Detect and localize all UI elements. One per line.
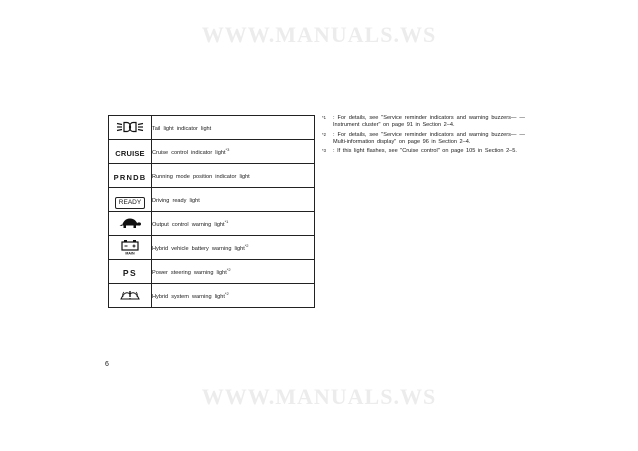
row-label: Driving ready light — [152, 188, 315, 212]
table-row — [109, 284, 315, 308]
footnote-text: : If this light flashes, see "Cruise control" on page 105 in Section 2–5. — [333, 148, 517, 155]
hybrid-system-icon-cell — [109, 284, 152, 308]
cruise-icon: CRUISE — [115, 148, 145, 158]
footnote — [322, 148, 525, 155]
indicator-table — [108, 115, 315, 308]
table-row — [109, 212, 315, 236]
footnotes — [322, 115, 525, 157]
hybrid-system-icon — [119, 288, 141, 302]
ready-icon-cell — [109, 188, 152, 212]
battery-icon-cell — [109, 236, 152, 260]
table-row — [109, 236, 315, 260]
watermark-bottom: WWW.MANUALS.WS — [201, 384, 437, 409]
battery-icon-label: MAIN — [125, 251, 135, 256]
turtle-icon — [119, 217, 141, 229]
tail-light-icon — [116, 121, 144, 133]
power-steering-icon-cell — [109, 260, 152, 284]
row-label: Hybrid system warning light$^{*2}$ — [152, 284, 315, 308]
battery-icon — [120, 239, 140, 255]
footnote-mark: *3 — [322, 148, 326, 154]
watermark-top: WWW.MANUALS.WS — [201, 22, 437, 47]
table-row — [109, 188, 315, 212]
turtle-icon-cell — [109, 212, 152, 236]
footnote-mark: *2 — [322, 131, 326, 137]
table-row — [109, 140, 315, 164]
footnote-text: : For details, see "Service reminder indicators and warning buzzers— —Multi-information display" on page 96 in Section 2–4. — [333, 131, 525, 145]
prndb-icon: PRNDB — [113, 172, 147, 182]
table-row — [109, 164, 315, 188]
row-label: Hybrid vehicle battery warning light$^{*2}$ — [152, 236, 315, 260]
row-label: Tail light indicator light — [152, 116, 315, 140]
row-label: Power steering warning light$^{*2}$ — [152, 260, 315, 284]
table-row — [109, 260, 315, 284]
footnote — [322, 132, 525, 147]
footnote-text: : For details, see "Service reminder indicators and warning buzzers— —Instrument cluster" on page 91 in Section 2–4. — [333, 115, 525, 129]
row-label: Running mode position indicator light — [152, 164, 315, 188]
tail-light-icon-cell — [109, 116, 152, 140]
cruise-icon-cell — [109, 140, 152, 164]
ready-icon: READY — [115, 197, 145, 209]
table-row — [109, 116, 315, 140]
page-number: 6 — [105, 361, 109, 368]
footnote — [322, 115, 525, 130]
row-label: Cruise control indicator light$^{*3}$ — [152, 140, 315, 164]
footnote-mark: *1 — [322, 115, 326, 120]
prndb-icon-cell — [109, 164, 152, 188]
power-steering-icon: PS — [122, 267, 138, 278]
row-label: Output control warning light$^{*1}$ — [152, 212, 315, 236]
